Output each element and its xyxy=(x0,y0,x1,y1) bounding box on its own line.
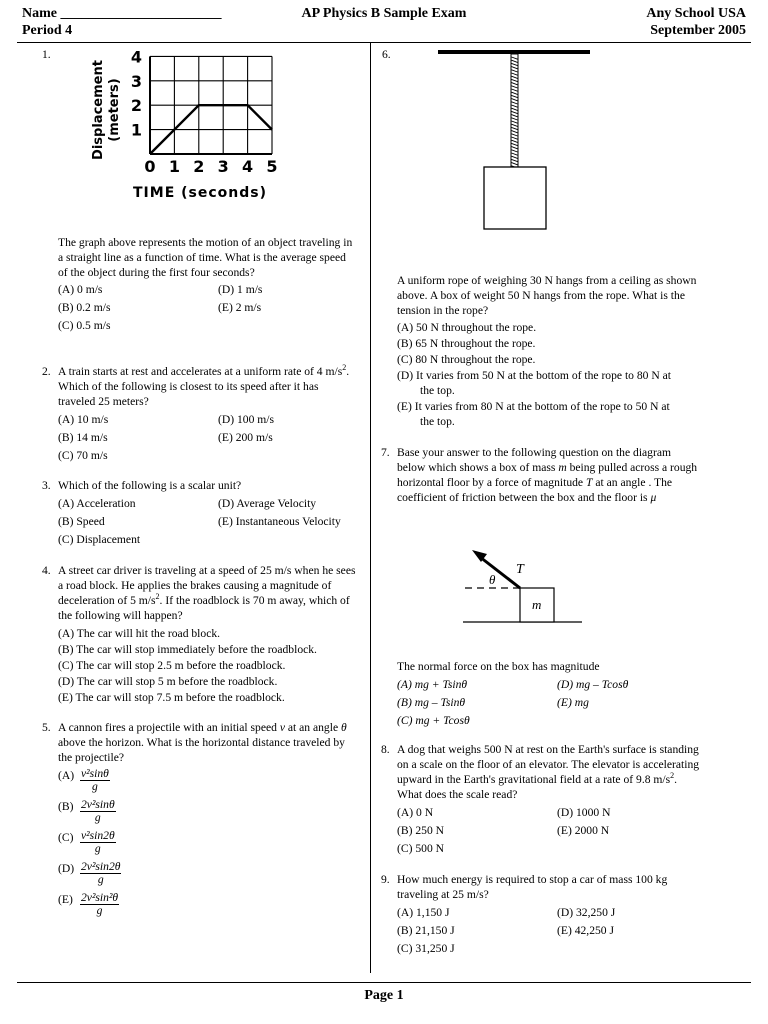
q3-option-a[interactable]: (A) Acceleration xyxy=(58,497,136,510)
pulled-box-diagram xyxy=(460,540,590,630)
q5-stem: A cannon fires a projectile with an initial speed v at an angle θ above the horizon. What is the horizontal distance traveled by the projectile? xyxy=(58,721,347,764)
displacement-time-graph xyxy=(88,50,298,210)
graph-y-label-1: Displacement xyxy=(91,60,106,160)
graph-x-label: TIME (seconds) xyxy=(133,185,267,201)
q6-option-c[interactable]: (C) 80 N throughout the rope. xyxy=(397,353,536,366)
q8-stem: A dog that weighs 500 N at rest on the Earth's surface is standing on a scale on the floor of an elevator. The elevator is accelerating upward in the Earth's gravitational field at a rate of 9.8 $m/s^2$. What does the scale read? xyxy=(397,743,700,801)
q5-option-c[interactable]: (C) $\frac{\text{v²sin2θ}}{g}$ xyxy=(58,829,115,855)
x-tick-label: 0 xyxy=(144,157,156,176)
q4-option-b[interactable]: (B) The car will stop immediately before the roadblock. xyxy=(58,643,317,656)
x-tick-label: 4 xyxy=(242,157,254,176)
q4-option-e[interactable]: (E) The car will stop 7.5 m before the roadblock. xyxy=(58,691,285,704)
y-tick-label: 2 xyxy=(130,96,142,116)
q3-option-d[interactable]: (D) Average Velocity xyxy=(218,497,317,510)
y-tick-label: 1 xyxy=(130,120,142,140)
q4-option-c[interactable]: (C) The car will stop 2.5 m before the roadblock. xyxy=(58,659,286,672)
page-number: Page 1 xyxy=(364,988,404,1003)
q8-option-e[interactable]: (E) 2000 N xyxy=(557,824,610,837)
q6-option-d[interactable]: (D) It varies from 50 N at the bottom of the rope to 80 N at the top. xyxy=(397,369,671,397)
tension-arrow-shaft xyxy=(480,557,520,588)
question-4 xyxy=(42,563,358,705)
q9-option-a[interactable]: (A) 1,150 J xyxy=(397,906,450,919)
question-9 xyxy=(381,872,700,956)
q9-option-e[interactable]: (E) 42,250 J xyxy=(557,924,614,937)
q7-option-e[interactable]: (E) mg xyxy=(557,696,589,709)
question-5 xyxy=(42,720,358,923)
q1-option-b[interactable]: (B) 0.2 m/s xyxy=(58,301,111,314)
q9-option-d[interactable]: (D) 32,250 J xyxy=(557,906,616,919)
q5-option-e[interactable]: (E) $\frac{\text{2v²sin²θ}}{g}$ xyxy=(58,891,119,917)
q9-option-c[interactable]: (C) 31,250 J xyxy=(397,942,455,955)
q1-option-c[interactable]: (C) 0.5 m/s xyxy=(58,319,111,332)
footer-rule xyxy=(17,982,751,983)
period-label: Period 4 xyxy=(22,23,73,38)
question-7 xyxy=(381,445,700,505)
q3-option-b[interactable]: (B) Speed xyxy=(58,515,105,528)
q4-number: 4. xyxy=(42,564,51,577)
q9-stem: How much energy is required to stop a car of mass 100 kg traveling at 25 m/s? xyxy=(397,873,668,901)
q6-option-b[interactable]: (B) 65 N throughout the rope. xyxy=(397,337,536,350)
q2-number: 2. xyxy=(42,365,51,378)
q8-number: 8. xyxy=(381,743,390,756)
q2-option-a[interactable]: (A) 10 m/s xyxy=(58,413,109,426)
q8-option-b[interactable]: (B) 250 N xyxy=(397,824,445,837)
hanging-box xyxy=(484,167,546,229)
q2-stem: A train starts at rest and accelerates at a uniform rate of 4 $m/s^2$. Which of the following is closest to its speed after it has traveled 25 meters? xyxy=(58,363,350,408)
q1-number: 1. xyxy=(42,48,51,61)
q5-option-a[interactable]: (A) $\frac{\text{v²sinθ}}{g}$ xyxy=(58,767,109,793)
q7-stem: Base your answer to the following question on the diagram below which shows a box of mass m being pulled across a rough horizontal floor by a force of magnitude T at an angle . The coefficient of friction between the box and the floor is μ xyxy=(397,446,698,504)
y-tick-label: 4 xyxy=(130,50,142,67)
q7-option-b[interactable]: (B) mg – Tsinθ xyxy=(397,696,466,709)
exam-title: AP Physics B Sample Exam xyxy=(301,6,467,21)
school-name: Any School USA xyxy=(646,6,746,21)
q7-option-a[interactable]: (A) mg + Tsinθ xyxy=(397,678,468,691)
y-tick-label: 3 xyxy=(130,71,142,91)
q9-option-b[interactable]: (B) 21,150 J xyxy=(397,924,455,937)
q4-option-d[interactable]: (D) The car will stop 5 m before the roadblock. xyxy=(58,675,278,688)
x-tick-label: 2 xyxy=(193,157,205,176)
q9-number: 9. xyxy=(381,873,390,886)
diagram-label-m: m xyxy=(532,597,542,612)
q2-option-b[interactable]: (B) 14 m/s xyxy=(58,431,108,444)
header-rule xyxy=(17,42,751,43)
q8-option-d[interactable]: (D) 1000 N xyxy=(557,806,611,819)
x-tick-label: 1 xyxy=(168,157,180,176)
question-7-options xyxy=(397,659,707,728)
q8-option-a[interactable]: (A) 0 N xyxy=(397,806,434,819)
q5-option-d[interactable]: (D) $\frac{\text{2v²sin2θ}}{g}$ xyxy=(58,860,121,886)
graph-y-label-2: (meters) xyxy=(107,78,122,142)
q1-stem: The graph above represents the motion of an object traveling in a straight line as a function of time. What is the average speed of the object during the first four seconds? xyxy=(58,236,353,279)
q8-option-c[interactable]: (C) 500 N xyxy=(397,842,445,855)
question-8 xyxy=(381,742,700,856)
q1-option-d[interactable]: (D) 1 m/s xyxy=(218,283,263,296)
q1-option-a[interactable]: (A) 0 m/s xyxy=(58,283,103,296)
question-2 xyxy=(42,363,358,463)
x-tick-label: 5 xyxy=(266,157,278,176)
diagram-label-t: T xyxy=(516,562,524,577)
column-divider xyxy=(370,43,371,973)
q2-option-c[interactable]: (C) 70 m/s xyxy=(58,449,108,462)
question-6 xyxy=(397,273,702,429)
q6-option-a[interactable]: (A) 50 N throughout the rope. xyxy=(397,321,537,334)
name-field-label: Name _______________________ xyxy=(22,6,222,21)
q3-option-c[interactable]: (C) Displacement xyxy=(58,533,141,546)
q1-option-e[interactable]: (E) 2 m/s xyxy=(218,301,262,314)
x-tick-label: 3 xyxy=(217,157,229,176)
q5-number: 5. xyxy=(42,721,51,734)
q6-number: 6. xyxy=(382,48,391,61)
question-1 xyxy=(58,235,358,333)
q7-option-d[interactable]: (D) mg – Tcosθ xyxy=(557,678,629,691)
diagram-label-theta: θ xyxy=(489,572,496,587)
q7-question: The normal force on the box has magnitude xyxy=(397,660,600,673)
q4-option-a[interactable]: (A) The car will hit the road block. xyxy=(58,627,221,640)
q3-stem: Which of the following is a scalar unit? xyxy=(58,479,242,492)
q7-number: 7. xyxy=(381,446,390,459)
q4-stem: A street car driver is traveling at a speed of 25 m/s when he sees a road block. He applies the brakes causing a magnitude of deceleration of 5 $m/s^2$. If the roadblock is 70 m away, which of the following will happen? xyxy=(58,564,356,622)
q7-option-c[interactable]: (C) mg + Tcosθ xyxy=(397,714,470,727)
exam-date: September 2005 xyxy=(650,23,746,38)
q3-option-e[interactable]: (E) Instantaneous Velocity xyxy=(218,515,341,528)
hanging-rope-diagram xyxy=(430,48,600,233)
q2-option-d[interactable]: (D) 100 m/s xyxy=(218,413,275,426)
q6-stem: A uniform rope of weighing 30 N hangs from a ceiling as shown above. A box of weight 50 N hangs from the rope. What is the tension in the rope? xyxy=(397,274,697,317)
question-3 xyxy=(42,478,368,547)
q3-number: 3. xyxy=(42,479,51,492)
q5-option-b[interactable]: (B) $\frac{\text{2v²sinθ}}{g}$ xyxy=(58,798,115,824)
q6-option-e[interactable]: (E) It varies from 80 N at the bottom of the rope to 50 N at the top. xyxy=(397,400,670,428)
q2-option-e[interactable]: (E) 200 m/s xyxy=(218,431,273,444)
ceiling xyxy=(438,50,590,54)
